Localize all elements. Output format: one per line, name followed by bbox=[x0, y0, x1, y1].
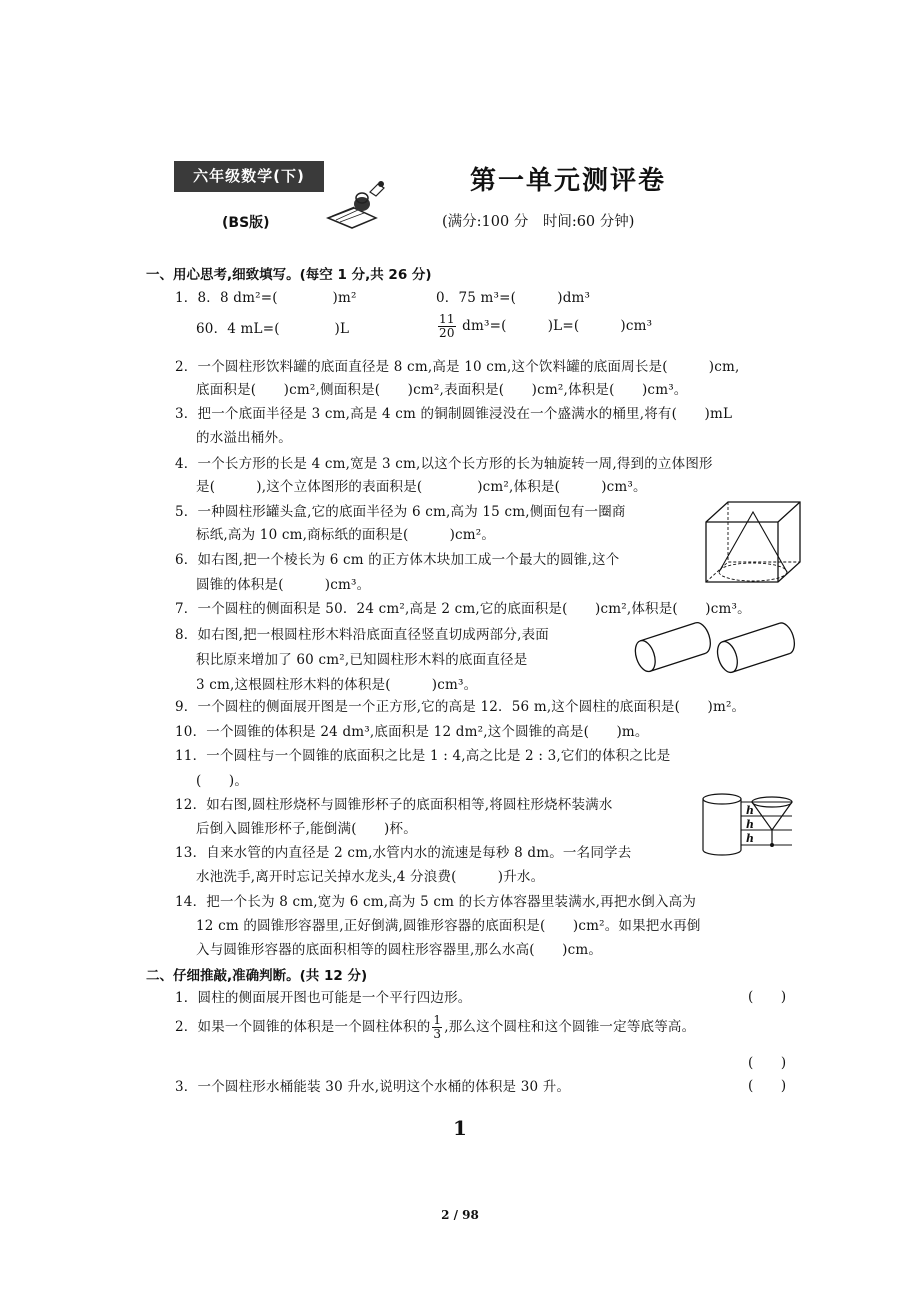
judge-q2-answer[interactable]: ( ) bbox=[748, 1055, 787, 1071]
judge-q2: 2．如果一个圆锥的体积是一个圆柱体积的 $\frac{1}{3}$ ,那么这个圆柱和这个圆锥一定等底等高。 bbox=[175, 1013, 696, 1041]
q13-line2: 水池洗手,离开时忘记关掉水龙头,4 分浪费( )升水。 bbox=[196, 869, 545, 885]
q11-line1: 11．一个圆柱与一个圆锥的底面积之比是 1 : 4,高之比是 2 : 3,它们的体积之比是 bbox=[175, 748, 671, 764]
beaker-cone-figure bbox=[700, 790, 804, 860]
grade-badge: 六年级数学(下) bbox=[174, 161, 324, 192]
page-footer: 2 / 98 bbox=[441, 1208, 479, 1222]
q5-line1: 5．一种圆柱形罐头盒,它的底面半径为 6 cm,高为 15 cm,侧面包有一圈商 bbox=[175, 504, 626, 520]
section2-heading: 二、仔细推敲,准确判断。(共 12 分) bbox=[146, 968, 368, 984]
judge-q1: 1．圆柱的侧面展开图也可能是一个平行四边形。 bbox=[175, 990, 472, 1006]
q9: 9．一个圆柱的侧面展开图是一个正方形,它的高是 12．56 m,这个圆柱的底面积是( )m²。 bbox=[175, 699, 746, 715]
judge-q3: 3．一个圆柱形水桶能装 30 升水,说明这个水桶的体积是 30 升。 bbox=[175, 1079, 571, 1095]
q1-d: $\frac{11}{20}$ dm³=( )L=( )cm³ bbox=[439, 312, 653, 340]
height-label-3: h bbox=[746, 832, 754, 845]
q6-line2: 圆锥的体积是( )cm³。 bbox=[196, 577, 371, 593]
q12-line2: 后倒入圆锥形杯子,能倒满( )杯。 bbox=[196, 821, 417, 837]
height-label-2: h bbox=[746, 818, 754, 831]
q7: 7．一个圆柱的侧面积是 50．24 cm²,高是 2 cm,它的底面积是( )cm²,体积是( )cm³。 bbox=[175, 601, 751, 617]
q3-line1: 3．把一个底面半径是 3 cm,高是 4 cm 的铜制圆锥浸没在一个盛满水的桶里,将有( )mL bbox=[175, 406, 733, 422]
q8-line2: 积比原来增加了 60 cm²,已知圆柱形木料的底面直径是 bbox=[196, 652, 528, 668]
q2-line1: 2．一个圆柱形饮料罐的底面直径是 8 cm,高是 10 cm,这个饮料罐的底面周长是( )cm, bbox=[175, 359, 740, 375]
q6-line1: 6．如右图,把一个棱长为 6 cm 的正方体木块加工成一个最大的圆锥,这个 bbox=[175, 552, 620, 568]
q8-line3: 3 cm,这根圆柱形木料的体积是( )cm³。 bbox=[196, 677, 478, 693]
page-number: 1 bbox=[453, 1116, 467, 1140]
judge-q2-fraction: $\frac{1}{3}$ bbox=[433, 1013, 442, 1041]
section1-heading: 一、用心思考,细致填写。(每空 1 分,共 26 分) bbox=[146, 267, 432, 283]
q5-line2: 标纸,高为 10 cm,商标纸的面积是( )cm²。 bbox=[196, 527, 496, 543]
q4-line1: 4．一个长方形的长是 4 cm,宽是 3 cm,以这个长方形的长为轴旋转一周,得到的立体图形 bbox=[175, 456, 713, 472]
height-label-1: h bbox=[746, 804, 754, 817]
q13-line1: 13．自来水管的内直径是 2 cm,水管内水的流速是每秒 8 dm。一名同学去 bbox=[175, 845, 632, 861]
q3-line2: 的水溢出桶外。 bbox=[196, 430, 292, 446]
q11-line2: ( )。 bbox=[196, 773, 249, 789]
q8-line1: 8．如右图,把一根圆柱形木料沿底面直径竖直切成两部分,表面 bbox=[175, 627, 549, 643]
q2-line2: 底面积是( )cm²,侧面积是( )cm²,表面积是( )cm²,体积是( )cm³。 bbox=[196, 382, 688, 398]
q12-line1: 12．如右图,圆柱形烧杯与圆锥形杯子的底面积相等,将圆柱形烧杯装满水 bbox=[175, 797, 613, 813]
page-title: 第一单元测评卷 bbox=[470, 166, 667, 196]
cylinder-cut-figure bbox=[630, 618, 800, 678]
q1-d-fraction: $\frac{11}{20}$ bbox=[439, 312, 455, 340]
cube-cone-figure bbox=[704, 498, 804, 586]
judge-q1-answer[interactable]: ( ) bbox=[748, 989, 787, 1005]
q1-c: 60．4 mL=( )L bbox=[196, 321, 350, 337]
q14-line2: 12 cm 的圆锥形容器里,正好倒满,圆锥形容器的底面积是( )cm²。如果把水再倒 bbox=[196, 918, 701, 934]
q4-line2: 是( ),这个立体图形的表面积是( )cm²,体积是( )cm³。 bbox=[196, 479, 647, 495]
q14-line1: 14．把一个长为 8 cm,宽为 6 cm,高为 5 cm 的长方体容器里装满水,再把水倒入高为 bbox=[175, 894, 697, 910]
reading-student-icon bbox=[324, 178, 394, 230]
q10: 10．一个圆锥的体积是 24 dm³,底面积是 12 dm²,这个圆锥的高是( )m。 bbox=[175, 724, 649, 740]
edition-label: (BS版) bbox=[222, 215, 270, 231]
q1-a: 1．8．8 dm²=( )m² bbox=[175, 290, 357, 306]
q1-b: 0．75 m³=( )dm³ bbox=[436, 290, 591, 306]
judge-q3-answer[interactable]: ( ) bbox=[748, 1078, 787, 1094]
score-time-line: (满分:100 分 时间:60 分钟) bbox=[442, 214, 635, 230]
q14-line3: 入与圆锥形容器的底面积相等的圆柱形容器里,那么水高( )cm。 bbox=[196, 942, 603, 958]
